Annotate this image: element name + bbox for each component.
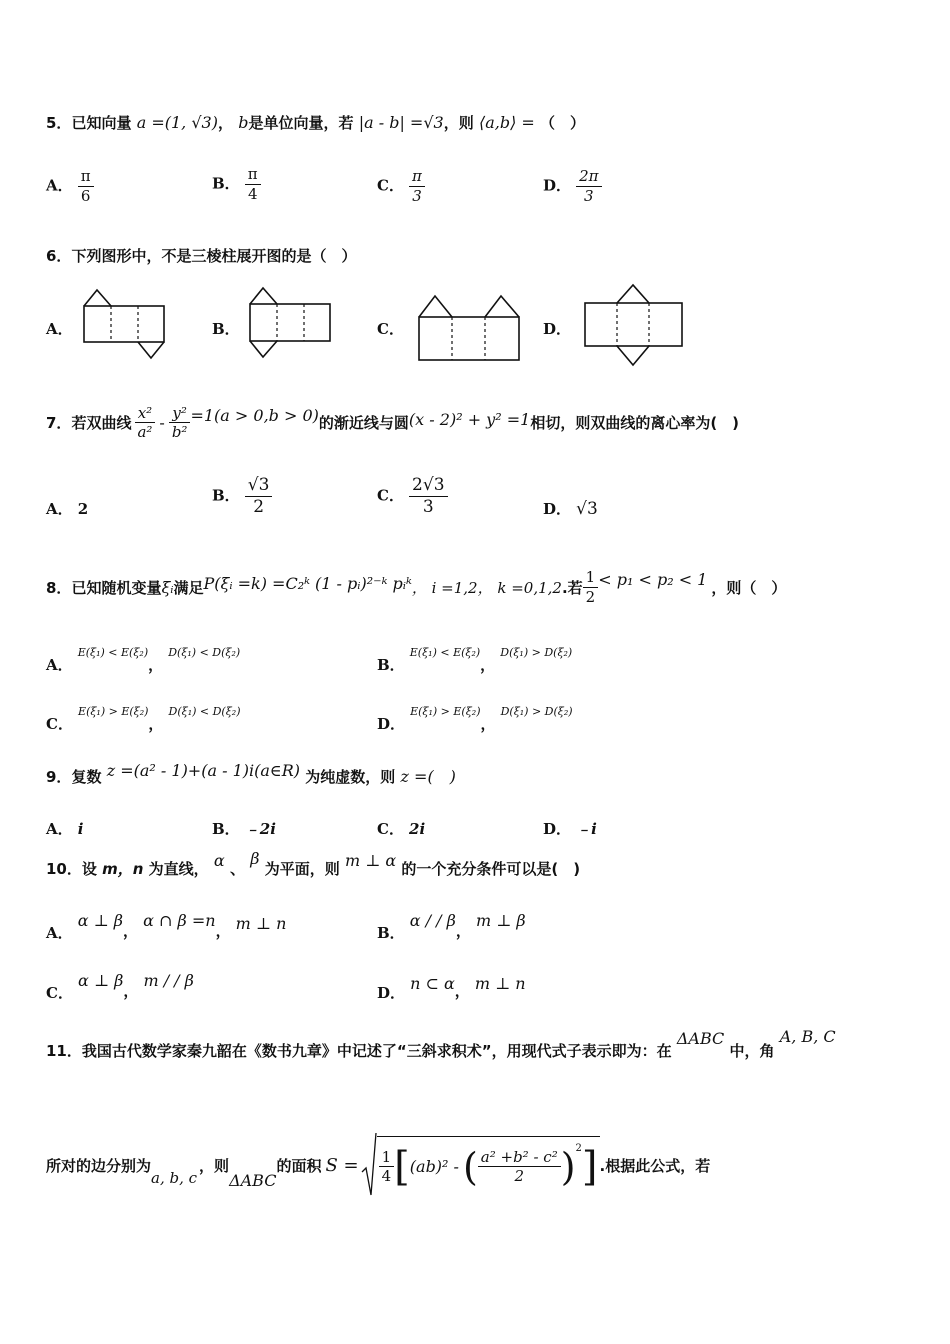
q5-stem-b: 是单位向量，若 — [248, 114, 354, 132]
q9-number: 9． — [46, 768, 72, 786]
q10-option-a[interactable]: A． α ⊥ β， α ∩ β =n， m ⊥ n — [46, 911, 287, 942]
q10-number: 10． — [46, 860, 82, 878]
q11-quarter: $\frac{1}{4}$ — [379, 1149, 395, 1185]
option-part: α ⊥ β — [77, 911, 124, 930]
option-label: B． — [212, 486, 240, 505]
q7-minus: - — [159, 413, 165, 432]
q7-number: 7． — [46, 414, 72, 432]
q7-option-b[interactable] — [212, 476, 272, 516]
question-11 — [46, 1027, 836, 1061]
q8-half: $\frac{1}{2}$ — [583, 569, 599, 605]
option-part: m / / β — [143, 971, 194, 990]
q11-area-formula — [361, 1132, 600, 1198]
q5-condition: |a - b| =√3 — [358, 113, 444, 132]
question-7 — [46, 395, 739, 450]
question-10 — [46, 849, 581, 879]
q7-option-a[interactable] — [46, 498, 88, 519]
option-fraction: $\frac{2√3}{3}$ — [409, 476, 447, 516]
option-label: B． — [212, 174, 240, 193]
option-expectation: E(ξ₁) < E(ξ₂) — [409, 646, 481, 659]
q7-stem-c: 相切，则双曲线的离心率为( ) — [530, 414, 740, 432]
option-value: ﹣2i — [244, 820, 276, 838]
q10-lines: m，n — [102, 860, 144, 878]
option-part: m ⊥ n — [474, 974, 526, 993]
option-label: B． — [212, 820, 240, 838]
q10-stem-b: 为直线， — [148, 860, 209, 878]
option-label: C． — [377, 486, 404, 505]
q11-stem-a: 我国古代数学家秦九韶在《数书九章》中记述了“三斜求积术”，用现代式子表示即为：在 — [81, 1042, 672, 1060]
q10-option-b[interactable]: B． α / / β， m ⊥ β — [377, 911, 526, 942]
option-label: C． — [46, 984, 73, 1002]
q5-paren: （ ） — [540, 114, 586, 132]
q8-i-range: ， i =1,2 — [411, 578, 478, 597]
option-part: α ∩ β =n — [143, 911, 216, 930]
q8-option-b[interactable]: B． E(ξ₁) < E(ξ₂)， D(ξ₁) > D(ξ₂) — [377, 646, 573, 674]
q11-ab-term: (ab)² - — [409, 1157, 459, 1176]
q5-option-d[interactable] — [543, 168, 602, 204]
option-fraction: $\frac{\pi}{6}$ — [78, 168, 94, 204]
q8-option-a[interactable]: A． E(ξ₁) < E(ξ₂)， D(ξ₁) < D(ξ₂) — [46, 646, 241, 674]
q11-stem-f: .根据此公式，若 — [599, 1156, 711, 1175]
question-9 — [46, 761, 456, 787]
option-part: α ⊥ β — [78, 971, 124, 990]
q7-frac-x: $\frac{\text{x²}}{\text{a²}}$ — [134, 405, 155, 441]
q5-option-c[interactable] — [377, 168, 425, 204]
option-label: A． — [46, 176, 73, 195]
option-variance: D(ξ₁) > D(ξ₂) — [500, 646, 573, 659]
option-label: D． — [543, 820, 572, 838]
q7-frac-y: $\frac{\text{y²}}{\text{b²}}$ — [169, 405, 191, 441]
left-paren: ( — [462, 1144, 478, 1189]
q5-number: 5． — [46, 114, 72, 132]
option-part: m ⊥ n — [235, 914, 287, 933]
q8-stem-a: 已知随机变量 — [71, 578, 162, 597]
option-label: A． — [46, 656, 73, 674]
q11-s-equals: S = — [325, 1154, 359, 1176]
q9-ask: z =( ) — [400, 767, 456, 786]
q11-stem-e: 的面积 — [276, 1156, 322, 1175]
option-label: D． — [543, 500, 572, 518]
q7-option-c[interactable] — [377, 476, 448, 516]
option-variance: D(ξ₁) < D(ξ₂) — [168, 646, 241, 659]
option-part: α / / β — [409, 911, 456, 930]
option-label: C． — [46, 715, 73, 733]
q10-alpha: α — [213, 851, 225, 870]
q8-formula: P(ξᵢ =k) =C₂ᵏ (1 - pᵢ)²⁻ᵏ pᵢᵏ — [203, 573, 412, 593]
q11-sides: a, b, c — [151, 1169, 198, 1187]
q11-triangle: ΔABC — [676, 1029, 725, 1048]
q11-stem-c: 所对的边分别为 — [46, 1156, 152, 1175]
right-paren: ) — [560, 1144, 576, 1189]
q6-option-a[interactable]: A． — [46, 320, 73, 338]
question-5 — [46, 112, 585, 133]
option-label: A． — [46, 820, 73, 838]
option-label: D． — [377, 715, 406, 733]
q11-angles: A, B, C — [779, 1027, 836, 1046]
net-figure-a — [80, 287, 170, 362]
option-value: √3 — [576, 499, 598, 519]
left-bracket: [ — [394, 1143, 410, 1190]
option-label: C． — [377, 176, 404, 195]
q7-option-d[interactable] — [543, 498, 598, 519]
option-value: 2 — [77, 500, 89, 518]
question-8 — [46, 560, 786, 614]
option-label: B． — [377, 924, 405, 942]
q6-option-c[interactable]: C． — [377, 320, 404, 338]
right-bracket: ] — [581, 1143, 598, 1190]
q11-line-2 — [46, 1128, 710, 1202]
q6-option-b[interactable]: B． — [212, 320, 240, 338]
q8-inequality: < p₁ < p₂ < 1 — [598, 569, 708, 589]
option-label: D． — [377, 984, 406, 1002]
q9-stem-a: 复数 — [71, 768, 102, 786]
q5-option-b[interactable] — [212, 166, 261, 202]
q8-number: 8． — [46, 578, 72, 597]
q5-ask: ⟨a,b⟩ = — [478, 113, 535, 132]
option-variance: D(ξ₁) > D(ξ₂) — [500, 705, 573, 718]
q6-option-d[interactable]: D． — [543, 320, 572, 338]
option-fraction: $\frac{√3}{2}$ — [245, 476, 273, 516]
q10-option-c[interactable]: C． α ⊥ β， m / / β — [46, 971, 194, 1002]
q11-stem-d: ，则 — [199, 1156, 230, 1175]
q9-option-d[interactable] — [543, 818, 597, 839]
q10-stem-a: 设 — [81, 860, 97, 878]
q5-stem-c: ，则 — [443, 114, 474, 132]
q5-vector-b: b — [238, 113, 249, 132]
q8-option-c[interactable]: C． E(ξ₁) > E(ξ₂)， D(ξ₁) < D(ξ₂) — [46, 705, 241, 733]
q8-stem-b: 满足 — [173, 578, 204, 597]
option-label: D． — [543, 176, 572, 195]
q11-number: 11． — [46, 1042, 82, 1060]
q9-stem-b: 为纯虚数，则 — [305, 768, 396, 786]
net-figure-d — [582, 282, 686, 368]
option-part: m ⊥ β — [475, 911, 526, 930]
q8-xi: ξᵢ — [161, 577, 174, 597]
option-label: A． — [46, 924, 73, 942]
option-expectation: E(ξ₁) > E(ξ₂) — [410, 705, 481, 718]
q10-dun: 、 — [229, 860, 245, 878]
option-expectation: E(ξ₁) < E(ξ₂) — [77, 646, 149, 659]
radical-sign — [361, 1132, 377, 1198]
q8-stem-d: ，则（ ） — [711, 578, 787, 597]
q11-triangle-2: ΔABC — [229, 1170, 277, 1190]
q5-stem-a: 已知向量 — [71, 114, 132, 132]
q8-option-d[interactable]: D． E(ξ₁) > E(ξ₂)， D(ξ₁) > D(ξ₂) — [377, 705, 573, 733]
q11-stem-b: 中，角 — [729, 1042, 775, 1060]
q5-option-a[interactable] — [46, 168, 94, 204]
option-label: C． — [377, 820, 404, 838]
q5-sep: ， — [217, 114, 233, 132]
q6-stem: 下列图形中，不是三棱柱展开图的是（ ） — [71, 247, 357, 265]
q7-circle: (x - 2)² + y² =1 — [408, 410, 531, 429]
q6-number: 6． — [46, 247, 72, 265]
option-label: B． — [377, 656, 405, 674]
q7-stem-b: 的渐近线与圆 — [318, 414, 409, 432]
q10-condition: m ⊥ α — [344, 851, 397, 870]
q8-stem-c: .若 — [561, 578, 583, 597]
option-value: 2i — [409, 820, 426, 838]
net-figure-b — [246, 285, 336, 360]
option-fraction: $\frac{2\pi}{3}$ — [576, 168, 601, 204]
q8-k-range: ， k =0,1,2 — [477, 578, 562, 597]
option-value: ﹣i — [576, 820, 597, 838]
q10-beta: β — [250, 849, 260, 868]
option-part: n ⊂ α — [410, 974, 455, 993]
q9-formula: z =(a² - 1)+(a - 1)i(a∈R) — [106, 761, 301, 780]
q7-equation: =1(a > 0,b > 0) — [190, 406, 319, 425]
option-value: i — [77, 820, 84, 838]
q10-stem-d: 的一个充分条件可以是( ) — [401, 860, 581, 878]
q7-stem-a: 若双曲线 — [71, 414, 132, 432]
q5-vector-a: a =(1, √3) — [136, 113, 218, 132]
q10-option-d[interactable]: D． n ⊂ α， m ⊥ n — [377, 974, 526, 1002]
question-6 — [46, 245, 356, 266]
net-figure-c — [416, 293, 522, 363]
option-expectation: E(ξ₁) > E(ξ₂) — [78, 705, 149, 718]
q9-option-b[interactable] — [212, 818, 276, 839]
q11-inner-fraction: $\frac{\text{a² +b² - c²}}{2}$ — [478, 1149, 561, 1185]
q9-option-a[interactable] — [46, 818, 83, 839]
option-fraction: $\frac{\pi}{4}$ — [245, 166, 261, 202]
option-fraction: $\frac{\pi}{3}$ — [409, 168, 425, 204]
option-variance: D(ξ₁) < D(ξ₂) — [168, 705, 241, 718]
q9-option-c[interactable] — [377, 818, 425, 839]
q10-stem-c: 为平面，则 — [264, 860, 340, 878]
square-exponent: 2 — [575, 1143, 582, 1154]
option-label: A． — [46, 500, 73, 518]
